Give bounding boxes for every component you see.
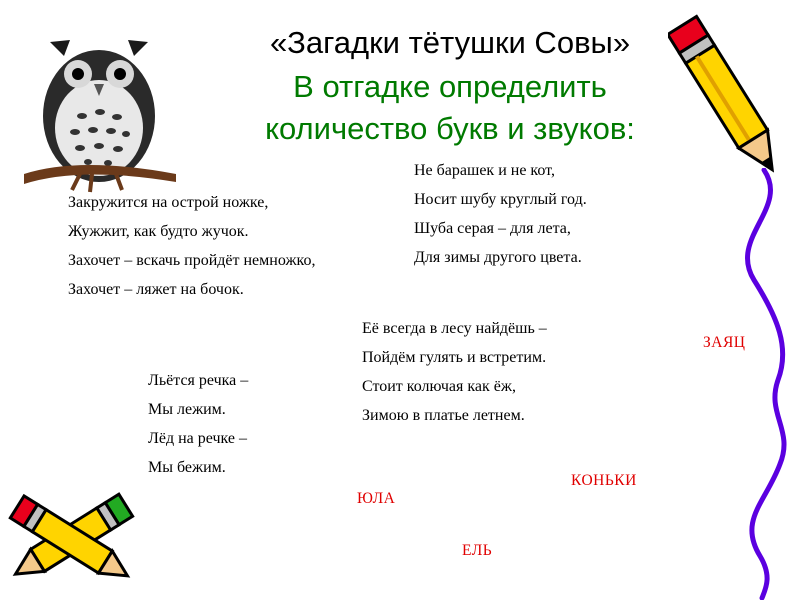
riddle-3 — [362, 314, 547, 430]
riddle-line: Мы лежим. — [148, 401, 226, 418]
riddle-line: Закружится на острой ножке, — [68, 194, 269, 211]
riddle-line: Пойдём гулять и встретим. — [362, 349, 547, 366]
page-title: «Загадки тётушки Совы» — [269, 25, 631, 60]
riddle-line: Захочет – ляжет на бочок. — [68, 281, 244, 298]
squiggle-line-icon — [720, 168, 800, 600]
riddle-line: Её всегда в лесу найдёшь – — [362, 320, 547, 337]
crossed-pencils-icon — [2, 482, 142, 598]
riddle-line: Шуба серая – для лета, — [414, 220, 571, 237]
riddle-line: Мы бежим. — [148, 459, 226, 476]
answer-skates: КОНЬКИ — [571, 472, 637, 489]
pencil-icon — [668, 2, 788, 192]
riddle-line: Стоит колючая как ёж, — [362, 378, 516, 395]
task-instruction-line-1: В отгадке определить — [293, 69, 607, 104]
answer-spruce: ЕЛЬ — [462, 542, 493, 559]
riddle-4 — [148, 366, 248, 482]
task-instruction-line-2: количество букв и звуков: — [265, 111, 635, 146]
riddle-line: Льётся речка – — [148, 372, 249, 389]
riddle-line: Носит шубу круглый год. — [414, 191, 587, 208]
answer-top: ЮЛА — [357, 490, 396, 507]
riddle-line: Лёд на речке – — [148, 430, 247, 447]
riddle-line: Жужжит, как будто жучок. — [68, 223, 249, 240]
riddle-line: Для зимы другого цвета. — [414, 249, 582, 266]
answer-hare: ЗАЯЦ — [703, 334, 746, 351]
riddle-line: Зимою в платье летнем. — [362, 407, 525, 424]
riddle-2 — [414, 156, 587, 272]
riddle-1 — [68, 188, 315, 304]
riddle-line: Не барашек и не кот, — [414, 162, 555, 179]
riddle-line: Захочет – вскачь пройдёт немножко, — [68, 252, 316, 269]
